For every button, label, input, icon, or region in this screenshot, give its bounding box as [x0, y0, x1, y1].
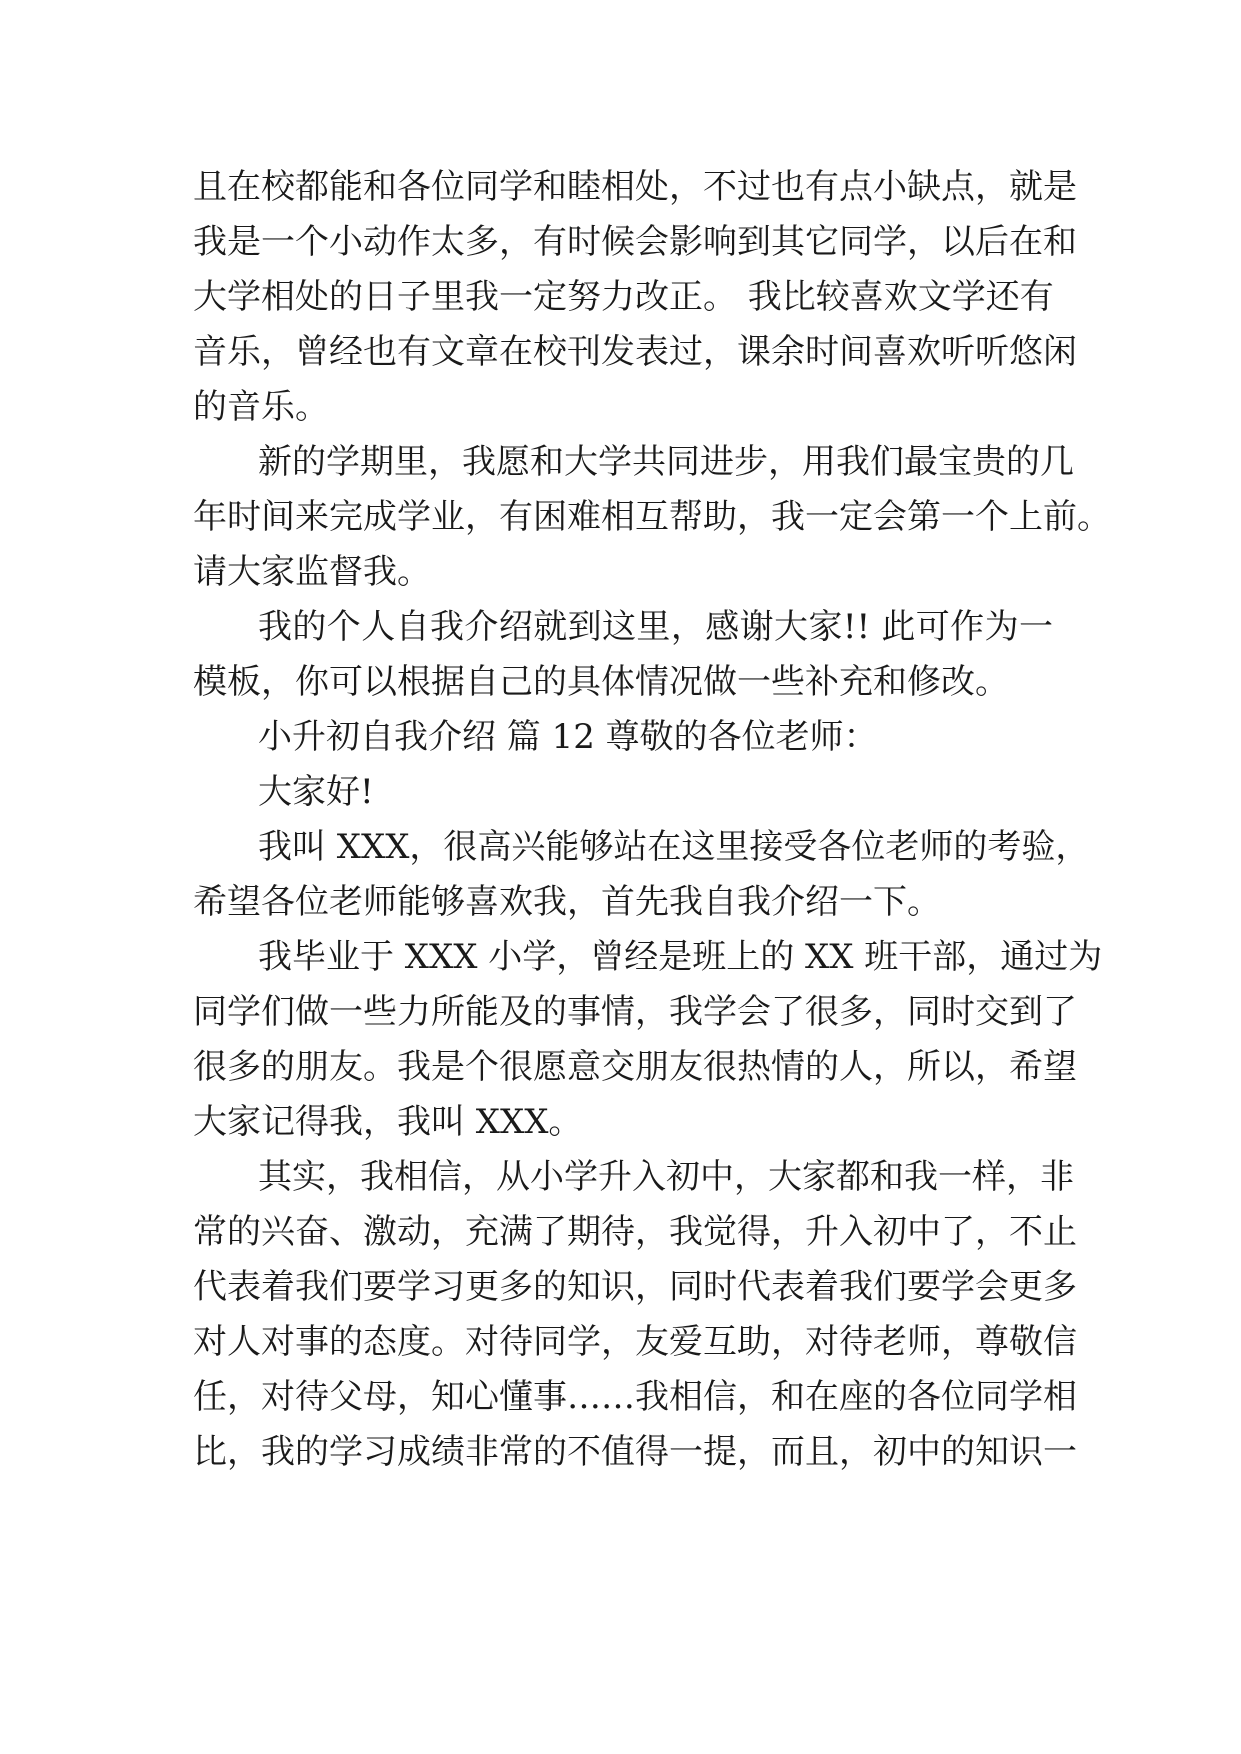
text-line: 我叫 XXX，很高兴能够站在这里接受各位老师的考验， [258, 827, 1090, 867]
text-line: 我是一个小动作太多，有时候会影响到其它同学，以后在和 [193, 222, 1077, 262]
text-line: 其实，我相信，从小学升入初中，大家都和我一样，非 [258, 1157, 1074, 1197]
text-line: 任，对待父母，知心懂事……我相信，和在座的各位同学相 [193, 1377, 1077, 1417]
text-line: 大学相处的日子里我一定努力改正。 我比较喜欢文学还有 [193, 277, 1054, 317]
text-line: 对人对事的态度。对待同学，友爱互助，对待老师，尊敬信 [193, 1322, 1077, 1362]
text-line: 大家好! [258, 772, 374, 812]
text-line: 比，我的学习成绩非常的不值得一提，而且，初中的知识一 [193, 1432, 1077, 1472]
text-line: 常的兴奋、激动，充满了期待，我觉得，升入初中了，不止 [193, 1212, 1077, 1252]
text-line: 音乐，曾经也有文章在校刊发表过，课余时间喜欢听听悠闲 [193, 332, 1077, 372]
section-heading: 小升初自我介绍 篇 12 尊敬的各位老师： [258, 717, 878, 757]
text-line: 请大家监督我。 [193, 552, 431, 592]
text-line: 年时间来完成学业，有困难相互帮助，我一定会第一个上前。 [193, 497, 1111, 537]
text-line: 大家记得我，我叫 XXX。 [193, 1102, 583, 1142]
text-line: 模板，你可以根据自己的具体情况做一些补充和修改。 [193, 662, 1009, 702]
text-line: 很多的朋友。我是个很愿意交朋友很热情的人，所以，希望 [193, 1047, 1077, 1087]
text-line: 且在校都能和各位同学和睦相处，不过也有点小缺点，就是 [193, 167, 1077, 207]
text-line: 希望各位老师能够喜欢我，首先我自我介绍一下。 [193, 882, 941, 922]
text-line: 我毕业于 XXX 小学，曾经是班上的 XX 班干部，通过为 [258, 937, 1103, 977]
text-line: 的音乐。 [193, 387, 329, 427]
text-line: 新的学期里，我愿和大学共同进步，用我们最宝贵的几 [258, 442, 1074, 482]
text-line: 我的个人自我介绍就到这里，感谢大家!! 此可作为一 [258, 607, 1053, 647]
text-line: 代表着我们要学习更多的知识，同时代表着我们要学会更多 [193, 1267, 1077, 1307]
text-line: 同学们做一些力所能及的事情，我学会了很多，同时交到了 [193, 992, 1077, 1032]
